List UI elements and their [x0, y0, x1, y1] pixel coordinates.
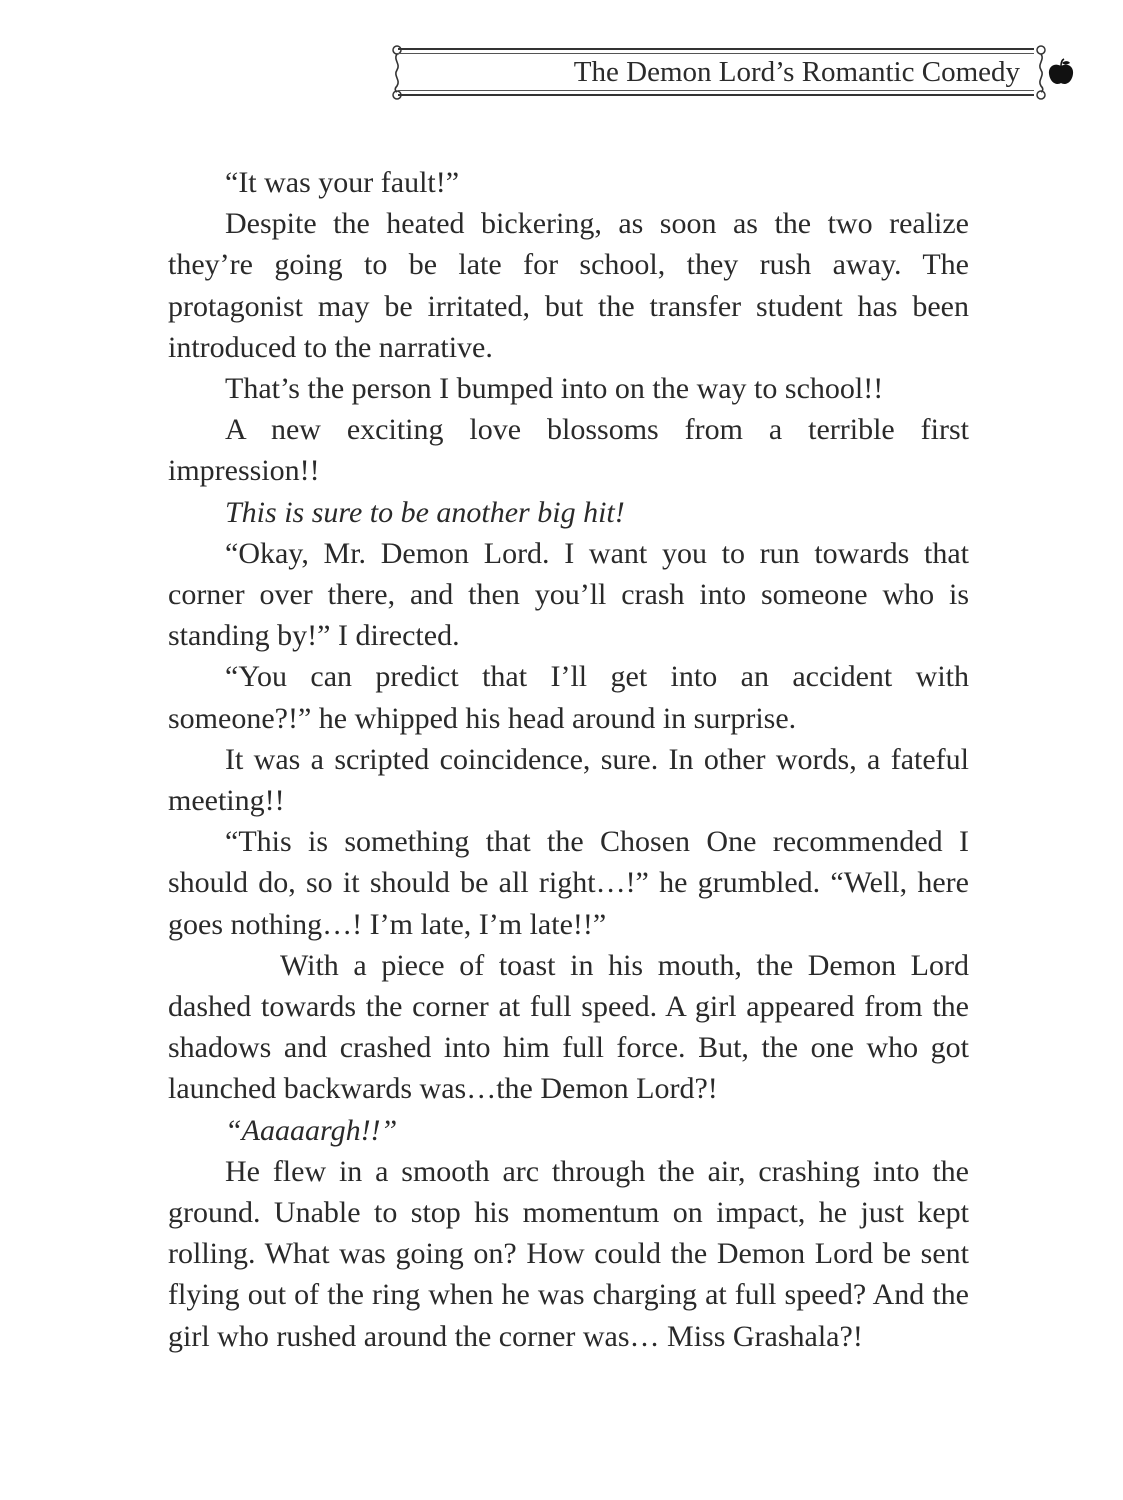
paragraph: It was a scripted coincidence, sure. In other words, a fateful meeting!!: [168, 742, 969, 818]
running-title: The Demon Lord’s Romantic Comedy: [573, 56, 1020, 88]
paragraph: He flew in a smooth arc through the air, crashing into the ground. Unable to stop his momentum on impact, he just kept rolling. What was going on? How could the Demon Lord be sent flying out of the ring when he was charging at full speed? And the girl who rushed around the corner was… Miss Grashala?!: [168, 1154, 969, 1353]
paragraph: “Aaaaargh!!”: [225, 1113, 398, 1147]
paragraph: “It was your fault!”: [225, 166, 460, 199]
paragraph: “You can predict that I’ll get into an accident with someone?!” he whipped his head around in surprise.: [168, 660, 969, 735]
running-header: [388, 44, 1050, 100]
paragraph: A new exciting love blossoms from a terrible first impression!!: [168, 413, 969, 488]
paragraph: With a piece of toast in his mouth, the Demon Lord dashed towards the corner at full speed. A girl appeared from the shadows and crashed into him full force. But, the one who got launched backwards was…the Demon Lord?!: [168, 948, 969, 1106]
apple-icon: [1048, 58, 1074, 86]
paragraph: “Okay, Mr. Demon Lord. I want you to run towards that corner over there, and then you’ll crash into someone who is standing by!” I directed.: [168, 536, 969, 653]
paragraph: That’s the person I bumped into on the way to school!!: [225, 372, 884, 406]
paragraph: Despite the heated bickering, as soon as the two realize they’re going to be late for school, they rush away. The protagonist may be irritated, but the transfer student has been introduced to the narrative.: [168, 207, 969, 364]
paragraph: “This is something that the Chosen One recommended I should do, so it should be all right…!” he grumbled. “Well, here goes nothing…! I’m late, I’m late!!”: [168, 825, 969, 941]
page-body: [168, 162, 969, 1357]
paragraph: This is sure to be another big hit!: [225, 495, 625, 529]
